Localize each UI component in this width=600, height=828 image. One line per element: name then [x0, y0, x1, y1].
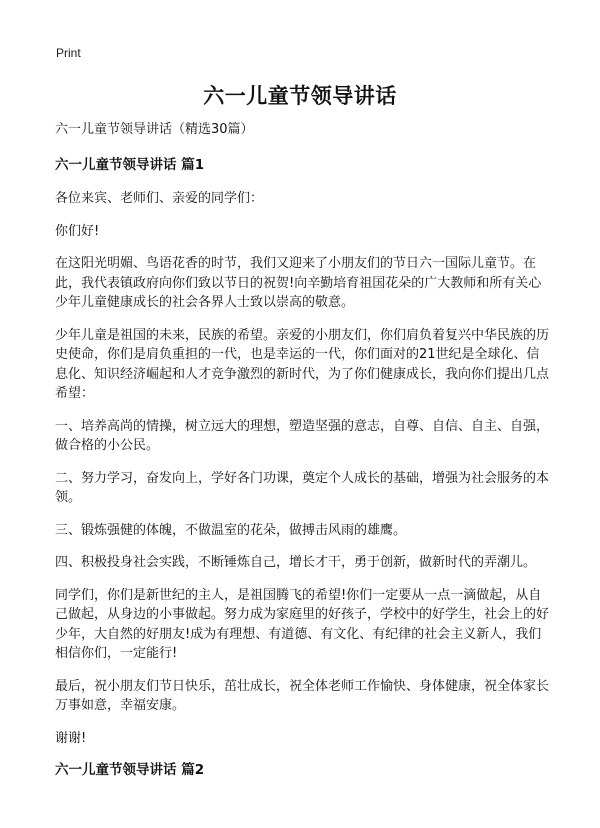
- document-subtitle: 六一儿童节领导讲话（精选30篇）: [55, 122, 254, 137]
- paragraph-closing-wishes: 最后，祝小朋友们节日快乐，茁壮成长，祝全体老师工作愉快、身体健康，祝全体家长万事如意，幸福安康。: [55, 678, 550, 713]
- paragraph-hello: 你们好!: [55, 223, 100, 239]
- paragraph-greeting: 各位来宾、老师们、亲爱的同学们：: [55, 191, 264, 206]
- paragraph-hope-3: 三、锻炼强健的体魄，不做温室的花朵，做搏击风雨的雄鹰。: [55, 522, 407, 538]
- section-heading-2: 六一儿童节领导讲话 篇2: [55, 762, 205, 778]
- paragraph-hope-2: 二、努力学习，奋发向上，学好各门功课，奠定个人成长的基础，增强为社会服务的本领。: [55, 470, 550, 505]
- paragraph-congrats: 在这阳光明媚、鸟语花香的时节，我们又迎来了小朋友们的节日六一国际儿童节。在此，我代表镇政府向你们致以节日的祝贺!向辛勤培育祖国花朵的广大教师和所有关心少年儿童健康成长的社会各界人士致以崇高的敬意。: [55, 256, 542, 310]
- paragraph-encouragement: 同学们，你们是新世纪的主人，是祖国腾飞的希望!你们一定要从一点一滴做起，从自己做起，从身边的小事做起。努力成为家庭里的好孩子，学校中的好学生，社会上的好少年，大自然的好朋友!成为有理想、有道德、有文化、有纪律的社会主义新人，我们相信你们，一定能行!: [55, 587, 550, 661]
- document-body: [55, 120, 550, 795]
- section-heading-1: 六一儿童节领导讲话 篇1: [55, 156, 205, 173]
- document-title: 六一儿童节领导讲话: [203, 84, 397, 108]
- paragraph-hopes-intro: 少年儿童是祖国的未来，民族的希望。亲爱的小朋友们，你们肩负着复兴中华民族的历史使命，你们是肩负重担的一代，也是幸运的一代，你们面对的21世纪是全球化、信息化、知识经济崛起和人才竞争激烈的新时代，为了你们健康成长，我向你们提出几点希望：: [55, 327, 550, 401]
- paragraph-thanks: 谢谢!: [55, 730, 87, 746]
- paragraph-hope-4: 四、积极投身社会实践，不断锤炼自己，增长才干，勇于创新，做新时代的弄潮儿。: [55, 555, 537, 570]
- print-label: Print: [56, 46, 81, 60]
- paragraph-hope-1: 一、培养高尚的情操，树立远大的理想，塑造坚强的意志，自尊、自信、自主、自强，做合格的小公民。: [55, 418, 550, 453]
